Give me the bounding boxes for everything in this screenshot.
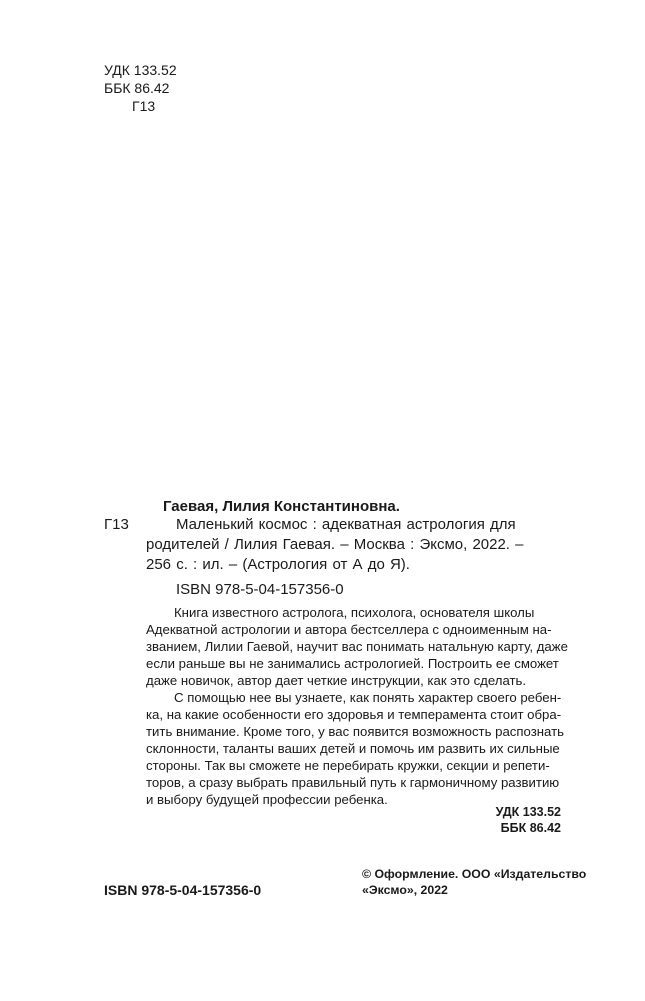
annotation-line: если раньше вы не занимались астрологией. Построить ее сможет: [146, 656, 559, 671]
copyright-line: «Эксмо», 2022: [362, 883, 448, 897]
annotation-line: ка, на какие особенности его здоровья и темперамента стоит обра-: [146, 707, 562, 722]
bibliographic-description-line: 256 с. : ил. – (Астрология от А до Я).: [146, 556, 410, 573]
annotation-line: званием, Лилии Гаевой, научит вас понимать натальную карту, даже: [146, 639, 568, 654]
udk-code-bottom: УДК 133.52: [495, 805, 561, 819]
udk-code-top: УДК 133.52: [104, 62, 177, 78]
bbk-code-top: ББК 86.42: [104, 80, 170, 96]
annotation-line: даже новичок, автор дает четкие инструкции, как это сделать.: [146, 673, 527, 688]
copyright-line: © Оформление. ООО «Издательство: [362, 867, 587, 881]
annotation-line: склонности, таланты ваших детей и помочь им развить их сильные: [146, 741, 560, 756]
author-mark: Г13: [104, 516, 129, 533]
annotation-line: тить внимание. Кроме того, у вас появится возможность распознать: [146, 724, 564, 739]
isbn-entry: ISBN 978-5-04-157356-0: [176, 581, 344, 598]
annotation-line: С помощью нее вы узнаете, как понять характер своего ребен-: [174, 690, 562, 705]
bibliographic-description-line: Маленький космос : адекватная астрология для: [176, 516, 516, 533]
annotation-line: торов, а сразу выбрать правильный путь к гармоничному развитию: [146, 775, 560, 790]
annotation-line: Книга известного астролога, психолога, основателя школы: [174, 605, 535, 620]
author-mark-top: Г13: [132, 98, 156, 114]
annotation-line: и выбору будущей профессии ребенка.: [146, 792, 388, 807]
author-heading: Гаевая, Лилия Константиновна.: [163, 498, 400, 515]
isbn-footer: ISBN 978-5-04-157356-0: [104, 882, 262, 898]
bibliographic-description-line: родителей / Лилия Гаевая. – Москва : Эксмо, 2022. –: [146, 536, 524, 553]
annotation-line: Адекватной астрологии и автора бестселлера с одноименным на-: [146, 622, 552, 637]
annotation-line: стороны. Так вы сможете не перебирать кружки, секции и репети-: [146, 758, 550, 773]
bbk-code-bottom: ББК 86.42: [500, 821, 561, 835]
